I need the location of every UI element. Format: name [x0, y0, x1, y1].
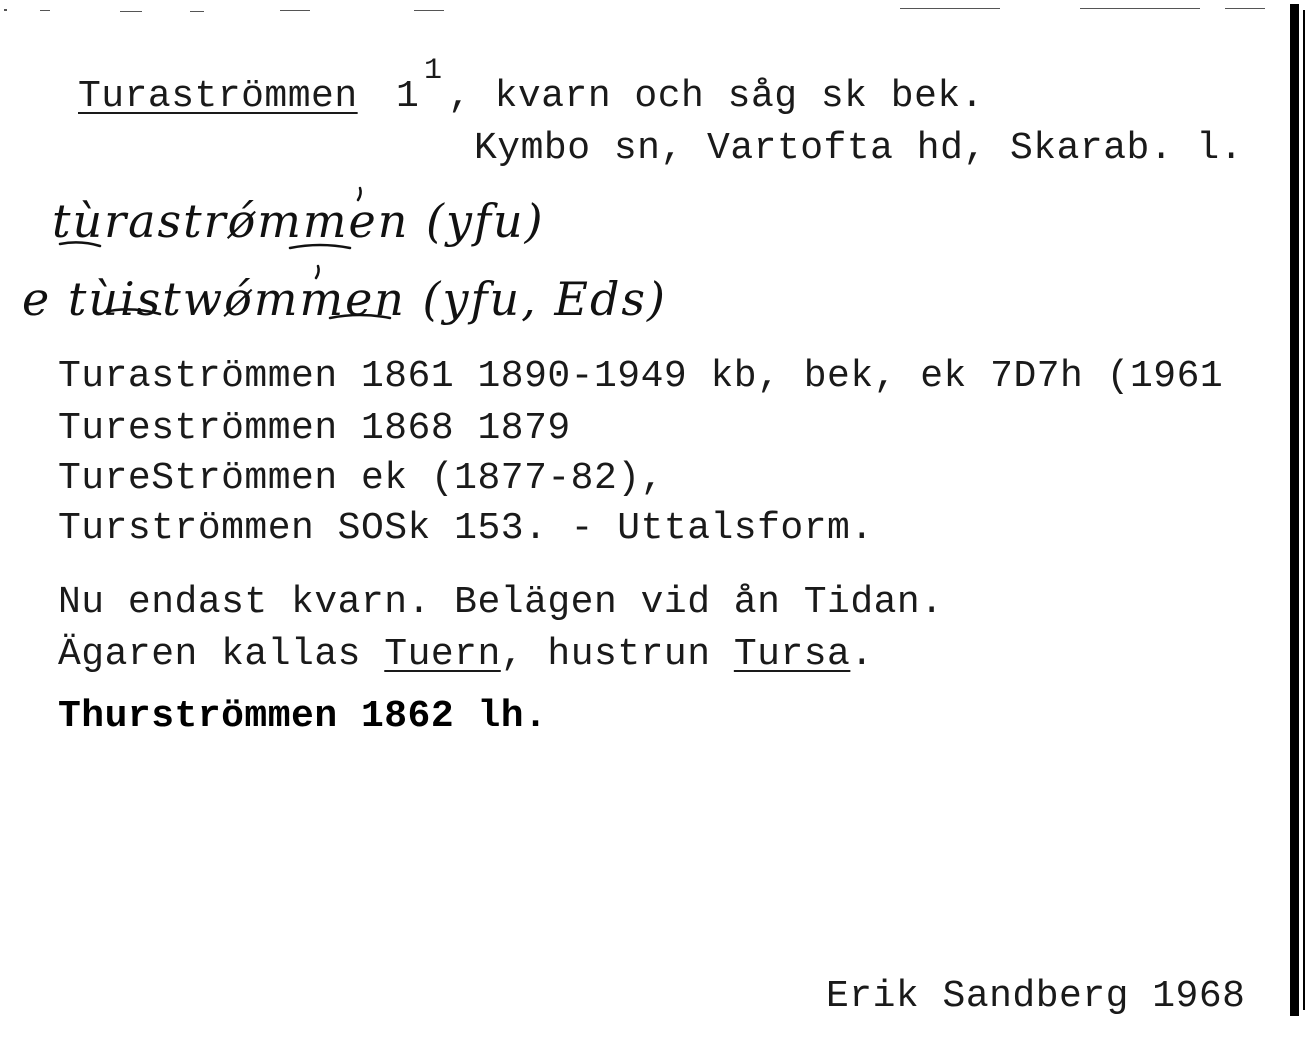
signature: Erik Sandberg 1968 [826, 975, 1246, 1018]
headword-description: , kvarn och såg sk bek. [448, 75, 984, 118]
handwriting-strokes [0, 0, 900, 340]
form-line-2: Tureströmmen 1868 1879 [58, 407, 571, 450]
form-line-4: Turströmmen SOSk 153. - Uttalsform. [58, 507, 874, 550]
wife-name: Tursa [733, 633, 851, 676]
note-line-2-middle: , hustrun [500, 633, 734, 676]
handwritten-line-2: e tùistwǿmmen (yfu, Eds) [22, 272, 667, 326]
headword-number: 1 [396, 75, 420, 118]
source-line: Thurströmmen 1862 lh. [58, 695, 548, 738]
note-line-1: Nu endast kvarn. Belägen vid ån Tidan. [58, 581, 944, 624]
note-line-2-suffix: . [850, 633, 874, 676]
form-line-3: TureStrömmen ek (1877-82), [58, 457, 664, 500]
handwritten-line-1: tùrastrǿmmen (yfu) [52, 194, 545, 248]
headword-superscript: 1 [424, 54, 443, 88]
card-right-edge [1290, 4, 1299, 1016]
note-line-2-prefix: Ägaren kallas [58, 633, 385, 676]
headword: Turaströmmen [78, 75, 358, 118]
location-line: Kymbo sn, Vartofta hd, Skarab. l. [474, 127, 1244, 170]
note-line-2 [58, 633, 874, 676]
card-right-edge-line [1303, 10, 1305, 1010]
owner-name: Tuern [384, 633, 501, 676]
form-line-1: Turaströmmen 1861 1890-1949 kb, bek, ek 7D7h (1961 [58, 355, 1224, 398]
